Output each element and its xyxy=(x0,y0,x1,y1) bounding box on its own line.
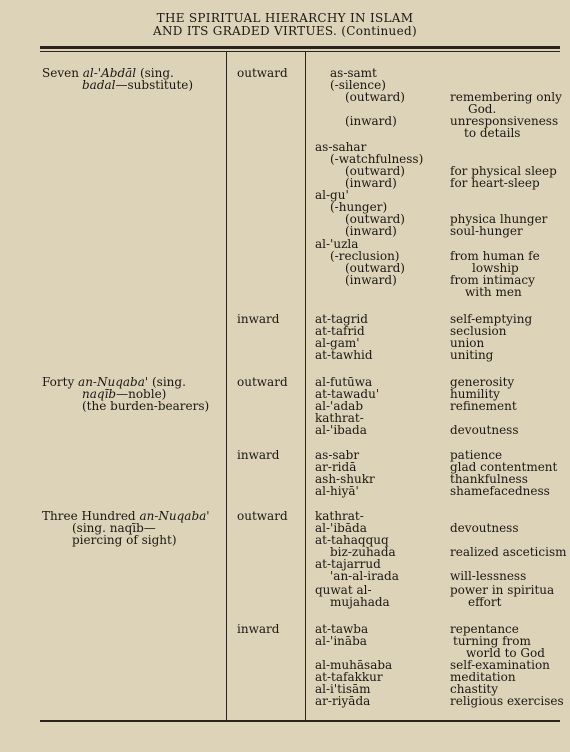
virtue-term: al-gam' xyxy=(315,336,360,350)
virtue-subaspect: (outward) xyxy=(345,90,405,104)
virtue-gloss: (-silence) xyxy=(330,78,386,92)
virtue-term: al-'adab xyxy=(315,399,364,413)
virtue-meaning: self-emptying xyxy=(450,312,533,326)
group-nuqaba40-line3: (the burden-bearers) xyxy=(82,399,210,413)
virtue-term: at-tafakkur xyxy=(315,670,383,684)
virtue-term: ash-shukr xyxy=(315,472,375,486)
group-nuqaba300-line2: (sing. naqīb— xyxy=(72,521,156,535)
virtue-term: as-sahar xyxy=(315,140,367,154)
virtue-meaning-cont: God. xyxy=(468,102,497,116)
virtue-gloss: (-hunger) xyxy=(330,200,388,214)
virtue-subaspect: (outward) xyxy=(345,212,405,226)
virtue-subaspect: (inward) xyxy=(345,176,397,190)
virtue-subaspect: (inward) xyxy=(345,224,397,238)
virtue-term: kathrat- xyxy=(315,411,364,425)
virtue-meaning: uniting xyxy=(450,348,494,362)
aspect-outward: outward xyxy=(237,375,288,389)
virtue-term-cont: 'an-al-irada xyxy=(330,569,399,583)
virtue-meaning: from human fe xyxy=(450,249,540,263)
virtue-gloss: (-reclusion) xyxy=(330,249,400,263)
virtue-term: at-tahaqquq xyxy=(315,533,389,547)
virtue-subaspect: (outward) xyxy=(345,164,405,178)
group-nuqaba300-line3: piercing of sight) xyxy=(72,533,177,547)
group-nuqaba300-line1: Three Hundred an-Nuqaba' xyxy=(42,509,210,523)
virtue-meaning: meditation xyxy=(450,670,516,684)
table-title-line2: AND ITS GRADED VIRTUES. (Continued) xyxy=(153,24,417,38)
virtue-meaning: chastity xyxy=(450,682,499,696)
group-abdal-line2: badal—substitute) xyxy=(82,78,194,92)
virtue-term-cont: biz-zuhada xyxy=(330,545,396,559)
virtue-term: al-hiyā' xyxy=(315,484,359,498)
virtue-meaning: generosity xyxy=(450,375,515,389)
virtue-meaning: seclusion xyxy=(450,324,507,338)
virtue-term: al-'ināba xyxy=(315,634,367,648)
virtue-meaning: from intimacy xyxy=(450,273,535,287)
virtue-term: at-tagrid xyxy=(315,312,368,326)
virtue-meaning: patience xyxy=(450,448,503,462)
virtue-meaning: refinement xyxy=(450,399,517,413)
aspect-inward: inward xyxy=(237,312,280,326)
virtue-meaning: repentance xyxy=(450,622,519,636)
virtue-meaning: devoutness xyxy=(450,423,519,437)
virtue-meaning: religious exercises xyxy=(450,694,564,708)
virtue-meaning: will-lessness xyxy=(450,569,527,583)
aspect-outward: outward xyxy=(237,66,288,80)
virtue-meaning: realized asceticism xyxy=(450,545,567,559)
virtue-meaning-cont: lowship xyxy=(472,261,519,275)
top-rule-thin xyxy=(40,51,560,52)
virtue-meaning: for physical sleep xyxy=(450,164,557,178)
virtue-term: at-tafrid xyxy=(315,324,365,338)
virtue-meaning: humility xyxy=(450,387,500,401)
virtue-meaning-cont: world to God xyxy=(466,646,545,660)
virtue-term: al-'ibada xyxy=(315,423,367,437)
virtue-gloss: (-watchfulness) xyxy=(330,152,424,166)
virtue-meaning: power in spiritua xyxy=(450,583,555,597)
column-divider-2 xyxy=(305,52,306,720)
virtue-term: al-'uzla xyxy=(315,237,359,251)
virtue-meaning: remembering only xyxy=(450,90,562,104)
virtue-term: as-samt xyxy=(330,66,377,80)
virtue-term: al-muhāsaba xyxy=(315,658,393,672)
virtue-subaspect: (inward) xyxy=(345,273,397,287)
bottom-rule xyxy=(40,720,560,722)
virtue-subaspect: (inward) xyxy=(345,114,397,128)
virtue-meaning: shamefacedness xyxy=(450,484,550,498)
virtue-term: at-tawba xyxy=(315,622,369,636)
aspect-inward: inward xyxy=(237,448,280,462)
virtue-term-cont: al-'ibāda xyxy=(315,521,367,535)
group-nuqaba40-line1: Forty an-Nuqaba' (sing. xyxy=(42,375,186,389)
virtue-term-cont: mujahada xyxy=(330,595,390,609)
virtue-meaning: devoutness xyxy=(450,521,519,535)
virtue-term: as-sabr xyxy=(315,448,360,462)
virtue-meaning: thankfulness xyxy=(450,472,528,486)
top-double-rule xyxy=(40,46,560,49)
group-nuqaba40-line2: naqīb—noble) xyxy=(82,387,167,401)
virtue-meaning-cont: effort xyxy=(468,595,502,609)
virtue-meaning-cont: with men xyxy=(465,285,522,299)
virtue-subaspect: (outward) xyxy=(345,261,405,275)
virtue-meaning: physica lhunger xyxy=(450,212,548,226)
aspect-inward: inward xyxy=(237,622,280,636)
virtue-meaning: glad contentment xyxy=(450,460,558,474)
group-abdal-line1: Seven al-'Abdāl (sing. xyxy=(42,66,174,80)
virtue-meaning-cont: to details xyxy=(464,126,521,140)
aspect-outward: outward xyxy=(237,509,288,523)
virtue-term: ar-ridā xyxy=(315,460,357,474)
virtue-term: quwat al- xyxy=(315,583,372,597)
virtue-meaning: soul-hunger xyxy=(450,224,523,238)
column-divider-1 xyxy=(226,52,227,720)
virtue-term: ar-riyāda xyxy=(315,694,371,708)
virtue-term: at-tajarrud xyxy=(315,557,381,571)
virtue-term: at-tawadu' xyxy=(315,387,380,401)
virtue-meaning: turning from xyxy=(453,634,531,648)
virtue-meaning: self-examination xyxy=(450,658,550,672)
virtue-term: al-i'tisām xyxy=(315,682,371,696)
virtue-term: at-tawhid xyxy=(315,348,373,362)
virtue-term: al-futūwa xyxy=(315,375,373,389)
virtue-term: kathrat- xyxy=(315,509,364,523)
virtue-meaning: union xyxy=(450,336,485,350)
table-title-line1: THE SPIRITUAL HIERARCHY IN ISLAM xyxy=(156,11,414,25)
virtue-term: al-gu' xyxy=(315,188,349,202)
virtue-meaning: for heart-sleep xyxy=(450,176,540,190)
virtue-meaning: unresponsiveness xyxy=(450,114,559,128)
